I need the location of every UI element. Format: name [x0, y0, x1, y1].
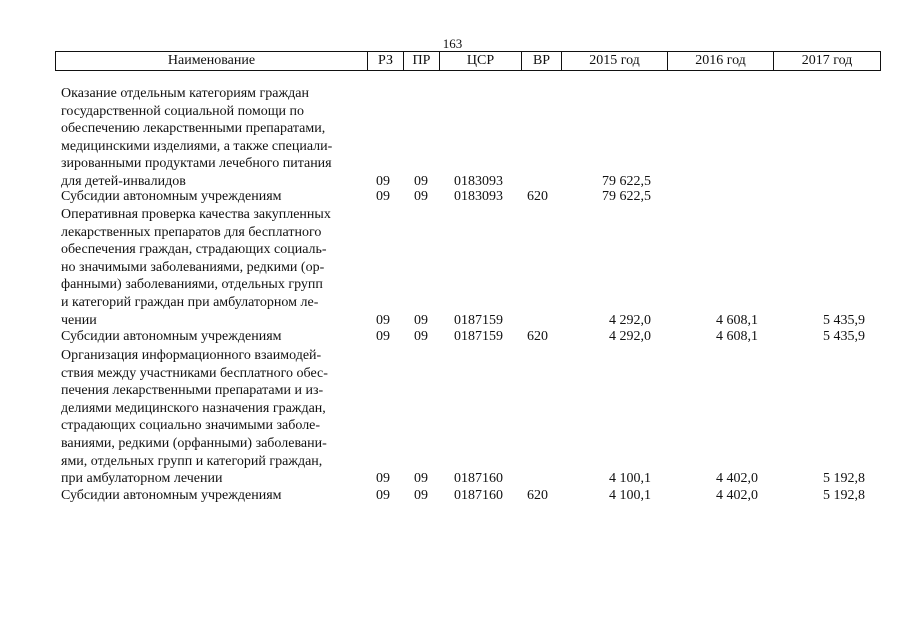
- row-csr: 0183093: [454, 174, 503, 189]
- table-header: [55, 51, 881, 71]
- row-value-2016: 4 402,0: [716, 488, 758, 503]
- row-name-line: государственной социальной помощи по: [61, 103, 305, 119]
- row-name-line: Субсидии автономным учреждениям: [61, 488, 282, 503]
- header-pr: ПР: [404, 52, 440, 70]
- row-name-line: Оперативная проверка качества закупленных: [61, 207, 331, 222]
- header-2017: 2017 год: [801, 53, 853, 68]
- page-number: 163: [442, 36, 463, 51]
- row-name-line: ями, отдельных групп и категорий граждан,: [61, 453, 323, 469]
- row-rz: 09: [376, 471, 390, 487]
- row-value-2017: 5 192,8: [823, 471, 865, 487]
- row-vr: 620: [527, 189, 548, 204]
- row-name-line: лекарственных препаратов для бесплатного: [61, 224, 322, 240]
- row-name-line: Субсидии автономным учреждениям: [61, 189, 282, 204]
- row-name-line: зированными продуктами лечебного питания: [61, 156, 332, 172]
- row-value-2016: 4 402,0: [716, 471, 758, 487]
- table-row: [0, 206, 905, 329]
- row-pr: 09: [414, 471, 428, 487]
- row-rz: 09: [376, 329, 390, 344]
- row-csr: 0187160: [454, 488, 503, 503]
- row-csr: 0183093: [454, 189, 503, 204]
- row-name: [61, 206, 366, 329]
- row-value-2017: 5 435,9: [823, 312, 865, 328]
- row-pr: 09: [414, 488, 428, 503]
- row-name-line: медицинскими изделиями, а также специали-: [61, 138, 333, 154]
- table-row: [0, 188, 905, 206]
- row-vr: 620: [527, 329, 548, 344]
- row-name-line: страдающих социально значимыми заболе-: [61, 418, 321, 434]
- row-rz: 09: [376, 174, 390, 189]
- row-rz: 09: [376, 189, 390, 204]
- row-rz: 09: [376, 488, 390, 503]
- row-name-line: Оказание отдельным категориям граждан: [61, 86, 309, 101]
- row-csr: 0187160: [454, 471, 503, 487]
- row-name: [61, 328, 366, 346]
- row-value-2016: 4 608,1: [716, 329, 758, 344]
- row-csr: 0187159: [454, 312, 503, 328]
- row-pr: 09: [414, 312, 428, 328]
- row-name: [61, 85, 366, 191]
- header-csr: ЦСР: [440, 52, 522, 70]
- row-name-line: делиями медицинского назначения граждан,: [61, 400, 326, 416]
- row-name-line: и категорий граждан при амбулаторном ле-: [61, 294, 319, 310]
- row-value-2015: 4 100,1: [609, 471, 651, 487]
- row-name-line: при амбулаторном лечении: [61, 471, 223, 487]
- row-name-line: Организация информационного взаимодей-: [61, 348, 322, 363]
- header-2016: 2016 год: [668, 52, 774, 70]
- row-name-line: но значимыми заболеваниями, редкими (ор-: [61, 259, 325, 275]
- row-value-2015: 4 292,0: [609, 329, 651, 344]
- row-rz: 09: [376, 312, 390, 328]
- row-pr: 09: [414, 329, 428, 344]
- row-value-2015: 79 622,5: [602, 189, 651, 204]
- row-name: [61, 487, 366, 505]
- row-value-2015: 4 100,1: [609, 488, 651, 503]
- row-name-line: фанными) заболеваниями, отдельных групп: [61, 277, 323, 293]
- row-vr: 620: [527, 488, 548, 503]
- row-name-line: для детей-инвалидов: [61, 173, 186, 189]
- table-row: [0, 85, 905, 191]
- row-pr: 09: [414, 174, 428, 189]
- table-row: [0, 347, 905, 488]
- row-name-line: чении: [61, 312, 97, 328]
- header-rz: РЗ: [368, 52, 404, 70]
- row-name-line: ствия между участниками бесплатного обес-: [61, 365, 328, 381]
- row-pr: 09: [414, 189, 428, 204]
- row-value-2017: 5 435,9: [823, 329, 865, 344]
- row-name-line: Субсидии автономным учреждениям: [61, 329, 282, 344]
- row-value-2015: 79 622,5: [602, 174, 651, 189]
- row-name: [61, 188, 366, 206]
- header-name: Наименование: [56, 52, 368, 70]
- row-name-line: ваниями, редкими (орфанными) заболевани-: [61, 435, 327, 451]
- row-value-2016: 4 608,1: [716, 312, 758, 328]
- row-value-2017: 5 192,8: [823, 488, 865, 503]
- header-vr: ВР: [522, 52, 562, 70]
- table-row: [0, 328, 905, 346]
- header-2015: 2015 год: [562, 52, 668, 70]
- row-name-line: печения лекарственными препаратами и из-: [61, 383, 324, 399]
- row-name-line: обеспечения граждан, страдающих социаль-: [61, 242, 327, 258]
- table-row: [0, 487, 905, 505]
- row-value-2015: 4 292,0: [609, 312, 651, 328]
- row-name: [61, 347, 366, 488]
- row-csr: 0187159: [454, 329, 503, 344]
- row-name-line: обеспечению лекарственными препаратами,: [61, 121, 326, 137]
